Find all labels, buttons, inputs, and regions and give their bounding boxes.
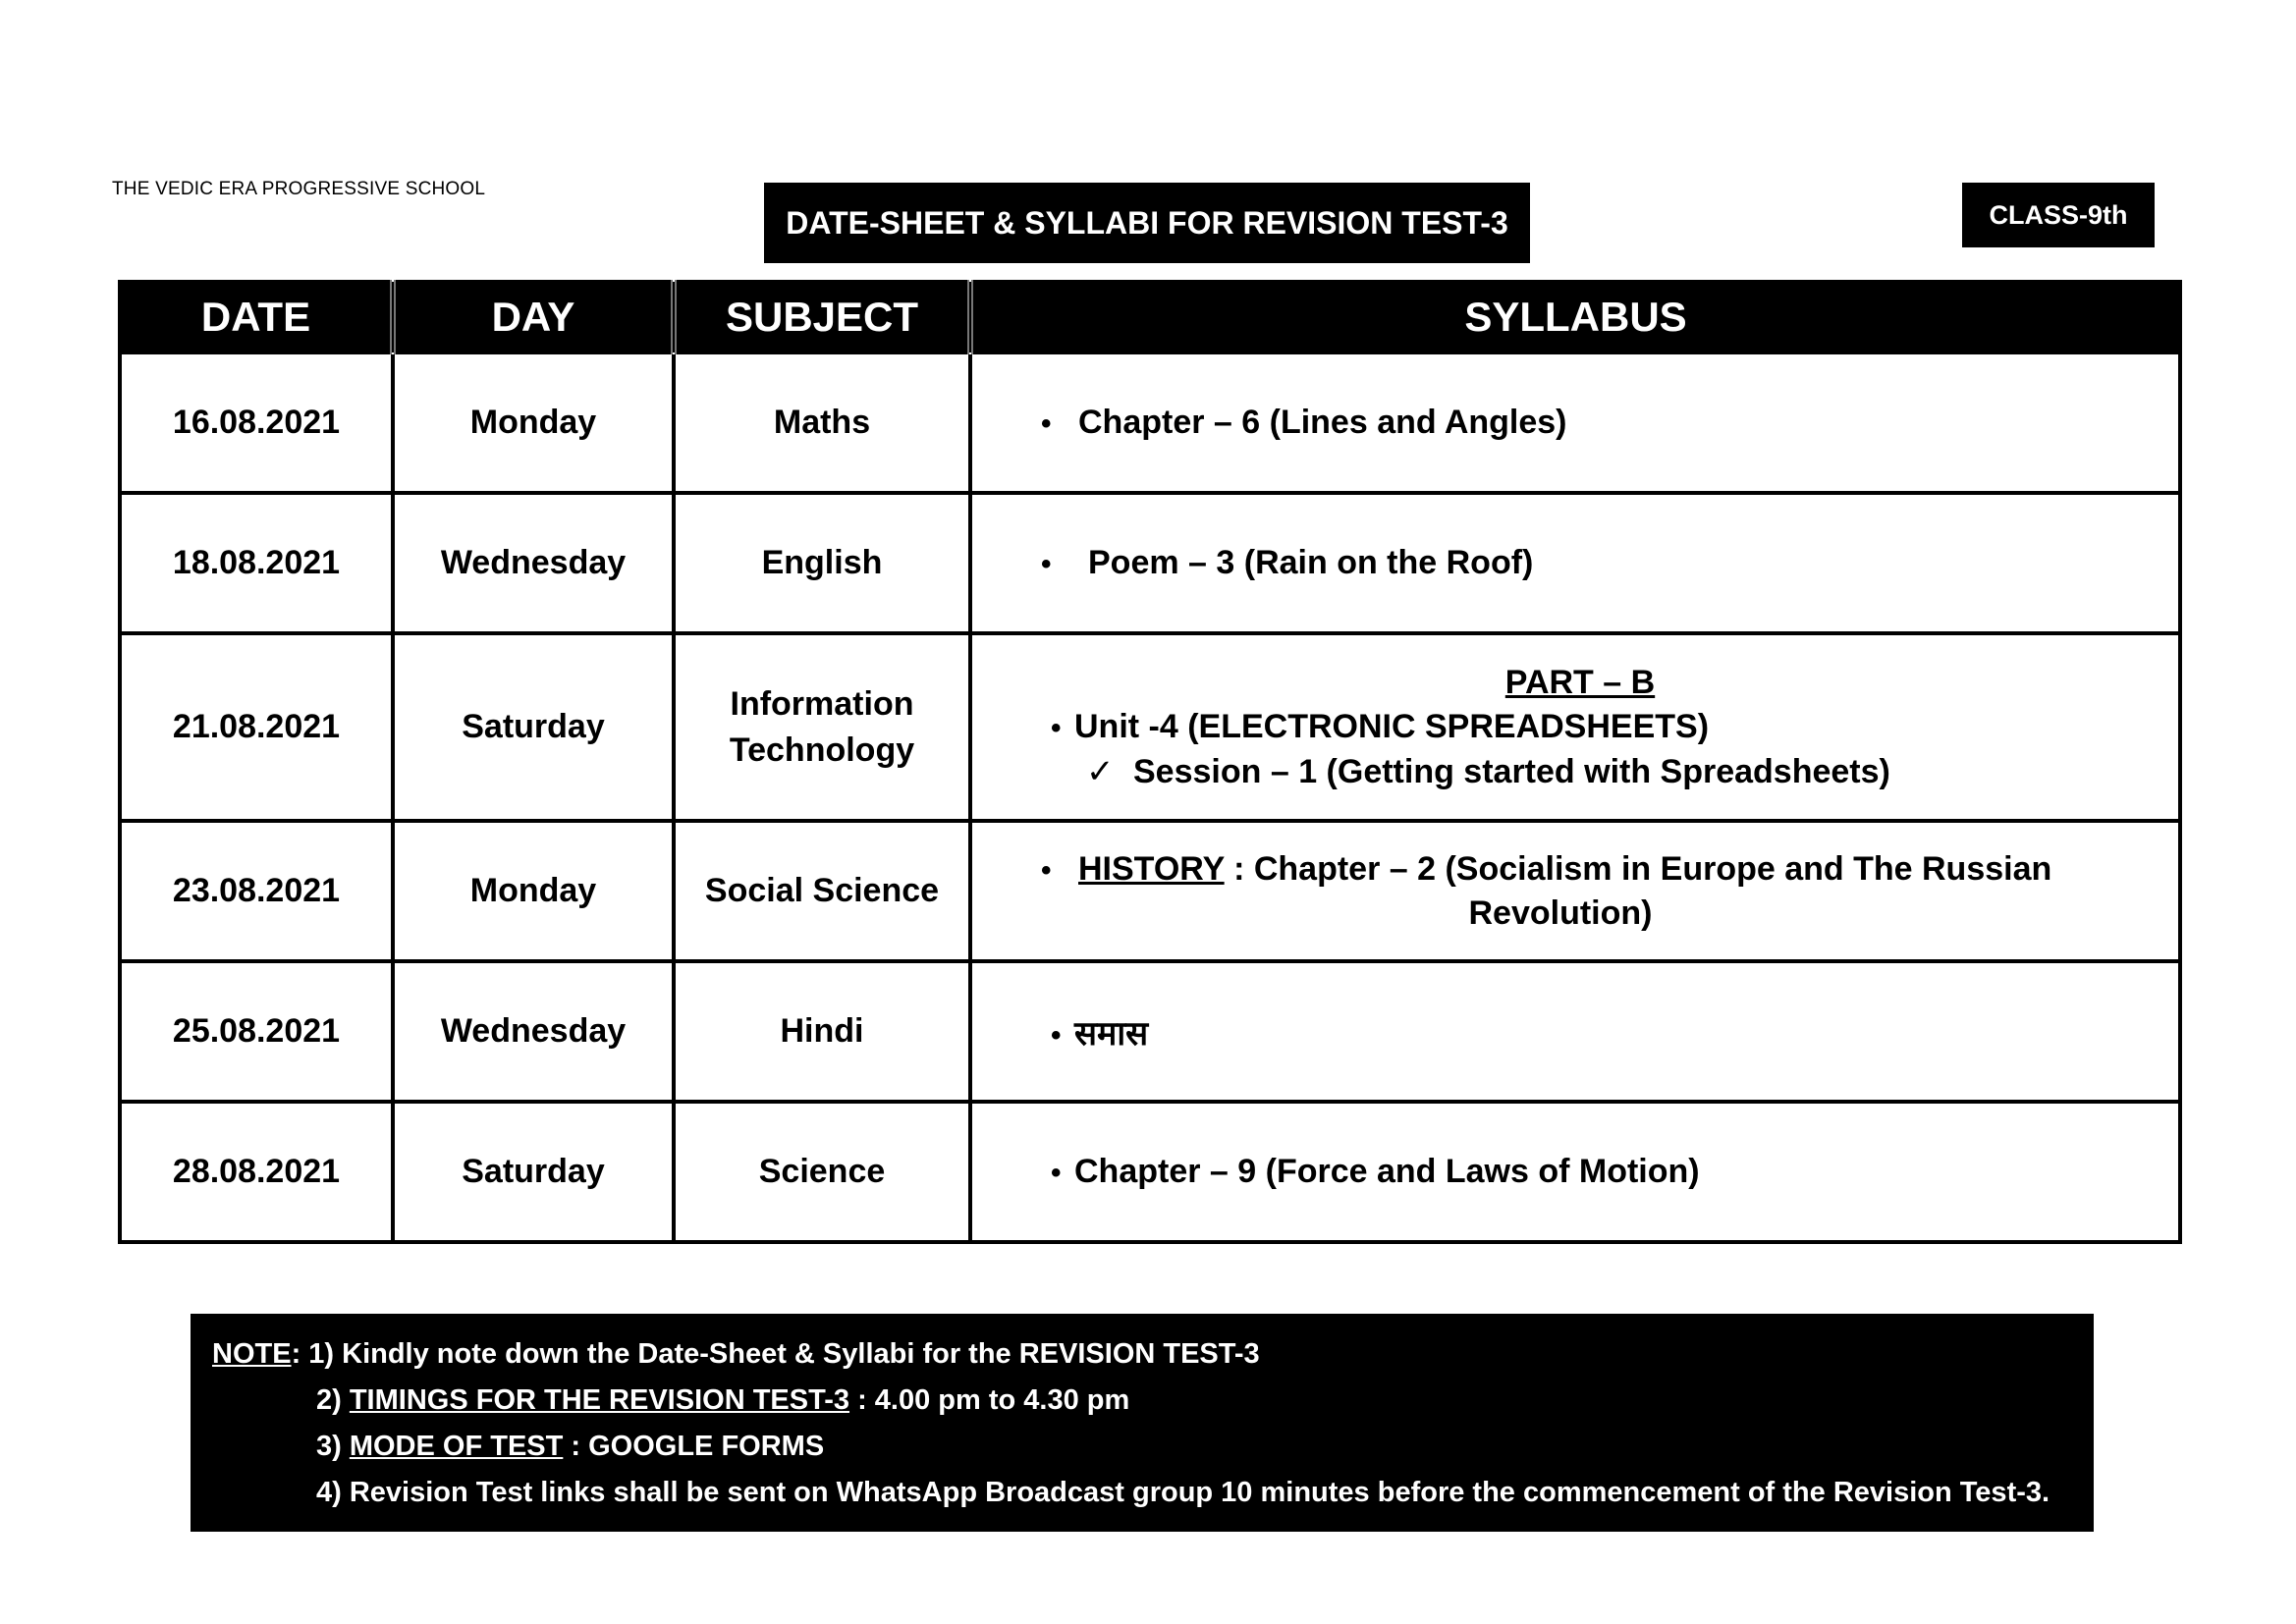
- table-row: [120, 633, 2180, 821]
- table-row: [120, 961, 2180, 1102]
- syllabus-item: Poem – 3 (Rain on the Roof): [1088, 544, 1534, 581]
- note-text: : GOOGLE FORMS: [563, 1431, 825, 1462]
- subject-cell: [674, 633, 970, 821]
- subject-cell: Maths: [674, 352, 970, 493]
- subject-cell: Social Science: [674, 821, 970, 961]
- table-row: [120, 1102, 2180, 1242]
- check-icon: ✓: [1086, 752, 1115, 790]
- note-line: [212, 1331, 2094, 1378]
- table-row: [120, 821, 2180, 961]
- note-number: 2): [316, 1384, 350, 1416]
- day-cell: Saturday: [393, 633, 674, 821]
- note-highlight: TIMINGS FOR THE REVISION TEST-3: [349, 1384, 850, 1416]
- syllabus-item: Unit -4 (ELECTRONIC SPREADSHEETS): [1074, 707, 1710, 745]
- note-highlight: MODE OF TEST: [349, 1431, 564, 1462]
- column-header-date: DATE: [120, 282, 393, 352]
- column-header-day: DAY: [393, 282, 674, 352]
- date-cell: 16.08.2021: [120, 352, 393, 493]
- day-cell: Monday: [393, 821, 674, 961]
- syllabus-item: समास: [1074, 1014, 1149, 1053]
- note-text: : 1) Kindly note down the Date-Sheet & Syllabi for the REVISION TEST-3: [291, 1338, 1260, 1370]
- syllabus-section-label: HISTORY: [1078, 849, 1225, 888]
- subject-cell: Science: [674, 1102, 970, 1242]
- document-title: DATE-SHEET & SYLLABI FOR REVISION TEST-3: [764, 183, 1530, 263]
- note-box: [191, 1314, 2094, 1532]
- table-row: [120, 493, 2180, 633]
- bullet-icon: •: [1041, 853, 1052, 887]
- subject-cell: English: [674, 493, 970, 633]
- syllabus-item: Chapter – 6 (Lines and Angles): [1078, 404, 1567, 441]
- column-header-subject: SUBJECT: [674, 282, 970, 352]
- date-cell: 18.08.2021: [120, 493, 393, 633]
- date-cell: 28.08.2021: [120, 1102, 393, 1242]
- day-cell: Saturday: [393, 1102, 674, 1242]
- syllabus-item-continued: Revolution): [1468, 893, 1653, 932]
- bullet-icon: •: [1051, 1018, 1062, 1052]
- date-sheet-table: [118, 280, 2182, 1244]
- bullet-icon: •: [1051, 711, 1062, 744]
- date-cell: 23.08.2021: [120, 821, 393, 961]
- syllabus-item: Chapter – 9 (Force and Laws of Motion): [1074, 1153, 1700, 1190]
- note-line: [212, 1378, 2094, 1424]
- note-number: 3): [316, 1431, 350, 1462]
- column-header-syllabus: SYLLABUS: [970, 282, 2180, 352]
- syllabus-cell: [970, 493, 2180, 633]
- class-label: CLASS-9th: [1962, 183, 2155, 247]
- syllabus-cell: [970, 821, 2180, 961]
- bullet-icon: •: [1051, 1157, 1062, 1189]
- syllabus-cell: [970, 352, 2180, 493]
- note-text: : 4.00 pm to 4.30 pm: [849, 1384, 1130, 1416]
- note-line: 4) Revision Test links shall be sent on WhatsApp Broadcast group 10 minutes before the commencement of the Revision Test-3.: [316, 1477, 2050, 1508]
- table-header-row: [120, 282, 2180, 352]
- syllabus-cell: [970, 961, 2180, 1102]
- date-cell: 21.08.2021: [120, 633, 393, 821]
- subject-cell: Hindi: [674, 961, 970, 1102]
- school-name: THE VEDIC ERA PROGRESSIVE SCHOOL: [112, 179, 486, 199]
- note-line: [212, 1424, 2094, 1470]
- note-label: NOTE: [212, 1338, 292, 1370]
- day-cell: Wednesday: [393, 493, 674, 633]
- subject-line: Information: [730, 684, 914, 723]
- part-title: PART – B: [1504, 663, 1656, 701]
- bullet-icon: •: [1041, 407, 1052, 440]
- date-cell: 25.08.2021: [120, 961, 393, 1102]
- syllabus-sub-item: Session – 1 (Getting started with Spreadsheets): [1133, 752, 1890, 790]
- day-cell: Wednesday: [393, 961, 674, 1102]
- syllabus-cell: [970, 1102, 2180, 1242]
- syllabus-item: : Chapter – 2 (Socialism in Europe and The Russian: [1224, 849, 2052, 888]
- day-cell: Monday: [393, 352, 674, 493]
- bullet-icon: •: [1041, 548, 1052, 580]
- subject-line: Technology: [729, 731, 915, 769]
- syllabus-cell: [970, 633, 2180, 821]
- table-row: [120, 352, 2180, 493]
